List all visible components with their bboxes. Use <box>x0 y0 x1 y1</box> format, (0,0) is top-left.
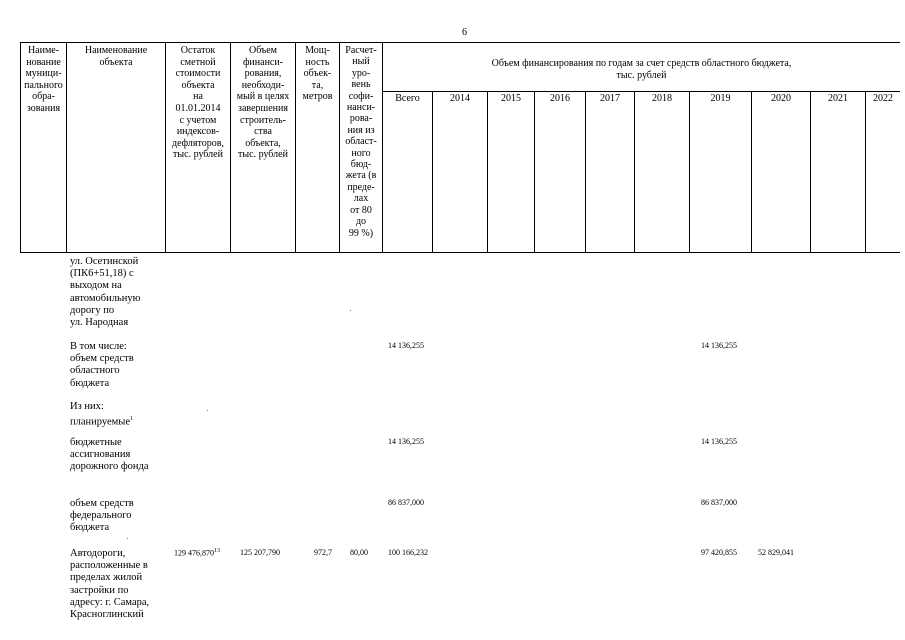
header-municipality: Наиме- нование муници- пального обра- зования <box>24 45 63 114</box>
header-year: 2018 <box>652 93 672 104</box>
row-planned-text: Из них: планируемые <box>70 401 131 428</box>
col-line <box>585 91 586 252</box>
header-year: 2019 <box>710 93 731 104</box>
col-line <box>751 91 752 252</box>
header-years-border <box>382 91 900 92</box>
col-line <box>865 91 866 252</box>
header-object-name: Наименование объекта <box>84 45 148 68</box>
header-year: 2014 <box>450 93 470 104</box>
header-year: 2020 <box>771 93 791 104</box>
row-roads-cofinancing: 80,00 <box>350 548 368 557</box>
row-regional-text: В том числе: объем средств областного бюджета <box>70 341 134 389</box>
col-line <box>689 91 690 252</box>
header-remaining-cost: Остаток сметной стоимости объекта на 01.01.2014 с учетом индексов- дефляторов, тыс. рублей <box>172 45 224 161</box>
row-roads-total: 100 166,232 <box>388 548 428 557</box>
row-road-fund-2019: 14 136,255 <box>701 437 737 446</box>
row-roads-remaining-footnote: 13 <box>214 548 220 554</box>
header-year: 2021 <box>828 93 848 104</box>
row-federal-text: объем средств федерального бюджета <box>70 498 134 534</box>
row-planned-footnote: 1 <box>130 416 134 423</box>
col-line <box>534 91 535 252</box>
row-street-text: ул. Осетинской (ПК6+51,18) с выходом на автомобильную дорогу по ул. Народная <box>70 256 141 329</box>
row-roads-remaining-value: 129 476,870 <box>174 548 214 558</box>
row-roads-funding: 125 207,790 <box>240 548 280 557</box>
row-roads-remaining <box>174 548 220 558</box>
scan-speck <box>350 310 351 311</box>
page-number: 6 <box>462 27 467 38</box>
row-roads-2019: 97 420,855 <box>701 548 737 557</box>
col-line <box>810 91 811 252</box>
row-roads-capacity: 972,7 <box>314 548 332 557</box>
row-federal-total: 86 837,000 <box>388 498 424 507</box>
row-federal-2019: 86 837,000 <box>701 498 737 507</box>
header-year: 2017 <box>600 93 620 104</box>
header-capacity: Мощ- ность объек- та, метров <box>302 45 333 103</box>
header-cofinancing: Расчет- ный уро- вень софи- нанси- рова- ния из област- ного бюд- жета (в преде- лах от 80 до 99 %) <box>345 45 377 239</box>
scan-speck <box>207 410 208 411</box>
header-funding-volume: Объем финанси- рования, необходи- мый в целях завершения строитель- ства объекта, тыс. рублей <box>236 45 290 161</box>
col-line <box>487 91 488 252</box>
header-total: Всего <box>395 93 420 104</box>
row-road-fund-text: бюджетные ассигнования дорожного фонда <box>70 437 149 473</box>
row-roads-2020: 52 829,041 <box>758 548 794 557</box>
col-line <box>66 42 67 252</box>
scan-speck <box>127 538 128 539</box>
header-top-border <box>20 42 900 43</box>
row-planned <box>70 401 133 429</box>
row-roads-text: Автодороги, расположенные в пределах жилой застройки по адресу: г. Самара, Красноглинский <box>70 548 150 621</box>
col-line <box>634 91 635 252</box>
header-year: 2022 <box>873 93 893 104</box>
header-financing-title: Объем финансирования по годам за счет средств областного бюджета, тыс. рублей <box>491 58 792 81</box>
row-regional-total: 14 136,255 <box>388 341 424 350</box>
row-road-fund-total: 14 136,255 <box>388 437 424 446</box>
row-regional-2019: 14 136,255 <box>701 341 737 350</box>
header-year: 2015 <box>501 93 521 104</box>
header-year: 2016 <box>550 93 570 104</box>
header-bottom-border <box>20 252 900 253</box>
col-line <box>432 91 433 252</box>
